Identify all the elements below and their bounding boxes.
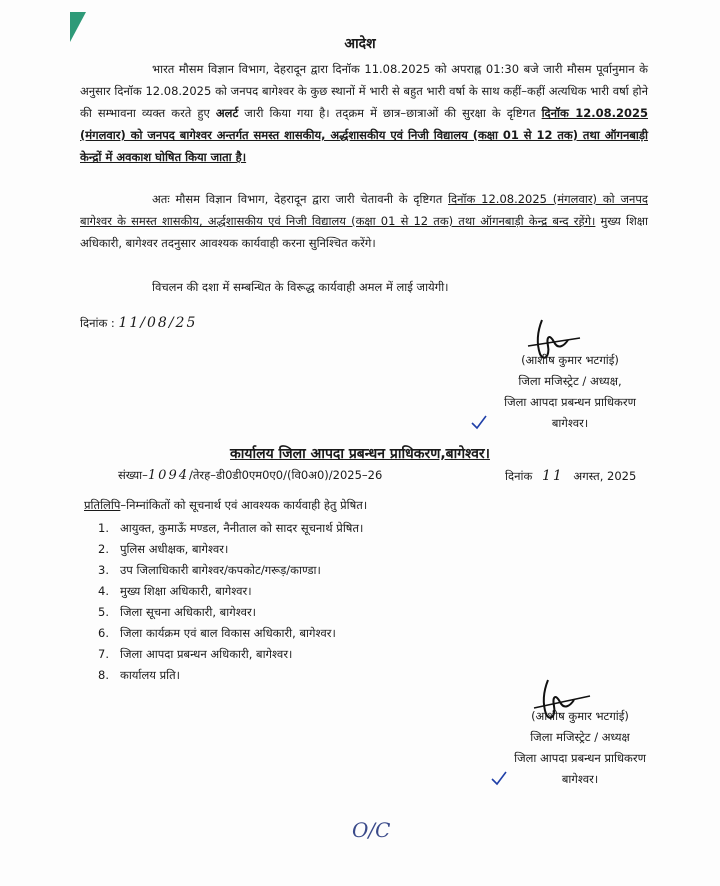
order-date	[80, 315, 197, 331]
reference-prefix: संख्या–	[118, 468, 148, 482]
signatory-place: बागेश्वर।	[551, 416, 589, 430]
check-mark-icon	[470, 414, 488, 430]
signatory-authority: जिला आपदा प्रबन्धन प्राधिकरण	[504, 395, 636, 409]
copy-recipient-list	[98, 518, 363, 686]
signatory-designation: जिला मजिस्ट्रेट / अध्यक्ष,	[518, 374, 622, 388]
para1-text-a: भारत मौसम विज्ञान विभाग, देहरादून द्वारा दिनॉक 11.08.2025 को अपराह्न 01:30 बजे जारी मौसम पूर्वानुमान के अनुसार दिनॉक 12.08.2025 को जनपद बागेश्वर के कुछ स्थानों में भारी से बहुत भारी वर्षा के साथ कहीं–कहीं अत्यधिक भारी वर्षा होने की सम्भावना व्यक्त करते हुए	[80, 62, 648, 120]
order-paragraph-2	[80, 188, 648, 254]
order-paragraph-1	[80, 58, 648, 168]
reference-date-label: दिनांक	[505, 469, 533, 483]
order-paragraph-3	[80, 276, 648, 298]
list-item: 5. जिला सूचना अधिकारी, बागेश्वर।	[98, 605, 257, 619]
list-item: 8. कार्यालय प्रति।	[98, 668, 181, 682]
check-mark-icon	[490, 770, 508, 786]
reference-month-year: अगस्त, 2025	[573, 469, 637, 483]
para1-text-b: जारी किया गया है। तद्‌क्रम में छात्र–छात्राओं की सुरक्षा के दृष्टिगत	[238, 106, 542, 120]
alert-word: अलर्ट	[215, 106, 239, 120]
signatory2-name: (आशीष कुमार भटगांई)	[531, 709, 629, 723]
list-item: 2. पुलिस अधीक्षक, बागेश्वर।	[98, 542, 229, 556]
signatory2-authority: जिला आपदा प्रबन्धन प्राधिकरण	[514, 751, 646, 765]
reference-number	[118, 468, 382, 483]
para2-text-c: मुख्य शिक्षा अधिकारी, बागेश्वर तदनुसार आवश्यक कार्यवाही करना सुनिश्चित करेंगे।	[80, 214, 648, 250]
list-item: 4. मुख्य शिक्षा अधिकारी, बागेश्वर।	[98, 584, 252, 598]
order-heading: आदेश	[344, 36, 376, 52]
signatory-name: (आशीष कुमार भटगांई)	[521, 353, 619, 367]
reference-suffix: /तेरह–डी0डी0एम0ए0/(वि0अ0)/2025–26	[189, 468, 383, 482]
para2-text-a: अतः मौसम विज्ञान विभाग, देहरादून द्वारा जारी चेतावनी के दृष्टिगत	[152, 192, 449, 206]
office-title: कार्यालय जिला आपदा प्रबन्धन प्राधिकरण,बागेश्वर।	[230, 446, 490, 462]
signatory-block-1	[460, 350, 680, 434]
list-item: 7. जिला आपदा प्रबन्धन अधिकारी, बागेश्वर।	[98, 647, 293, 661]
para3-text: विचलन की दशा में सम्बन्धित के विरूद्ध कार्यवाही अमल में लाई जायेगी।	[152, 280, 449, 294]
reference-date	[505, 468, 636, 484]
copy-intro	[84, 498, 367, 513]
list-item: 3. उप जिलाधिकारी बागेश्वर/कपकोट/गरूड़/काण्डा।	[98, 563, 321, 577]
signatory2-designation: जिला मजिस्ट्रेट / अध्यक्ष	[530, 730, 630, 744]
reference-day-handwritten: 11	[541, 468, 564, 484]
closure-statement: दिनॉक 12.08.2025 (मंगलवार) को जनपद बागेश्वर के समस्त शासकीय, अर्द्धशासकीय एवं निजी विद्यालय (कक्षा 01 से 12 तक) तथा ऑगनबाड़ी केन्द्र बन्द रहेंगे।	[80, 192, 648, 228]
date-handwritten: 11/08/25	[118, 315, 198, 331]
copy-label: प्रतिलिपि	[84, 498, 121, 512]
date-label: दिनांक :	[80, 316, 115, 330]
holiday-declaration: दिनॉक 12.08.2025 (मंगलवार) को जनपद बागेश्वर अन्तर्गत समस्त शासकीय, अर्द्धशासकीय एवं निजी विद्यालय (कक्षा 01 से 12 तक) तथा ऑगनबाड़ी केन्द्रों में अवकाश घोषित किया जाता है।	[80, 106, 648, 164]
list-item: 6. जिला कार्यक्रम एवं बाल विकास अधिकारी, बागेश्वर।	[98, 626, 336, 640]
handwritten-note: O/C	[352, 818, 391, 842]
reference-number-handwritten: 1094	[147, 468, 189, 483]
list-item: 1. आयुक्त, कुमाऊँ मण्डल, नैनीताल को सादर सूचनार्थ प्रेषित।	[98, 521, 364, 535]
signatory2-place: बागेश्वर।	[561, 772, 599, 786]
copy-intro-text: –निम्नांकितों को सूचनार्थ एवं आवश्यक कार्यवाही हेतु प्रेषित।	[120, 498, 368, 512]
